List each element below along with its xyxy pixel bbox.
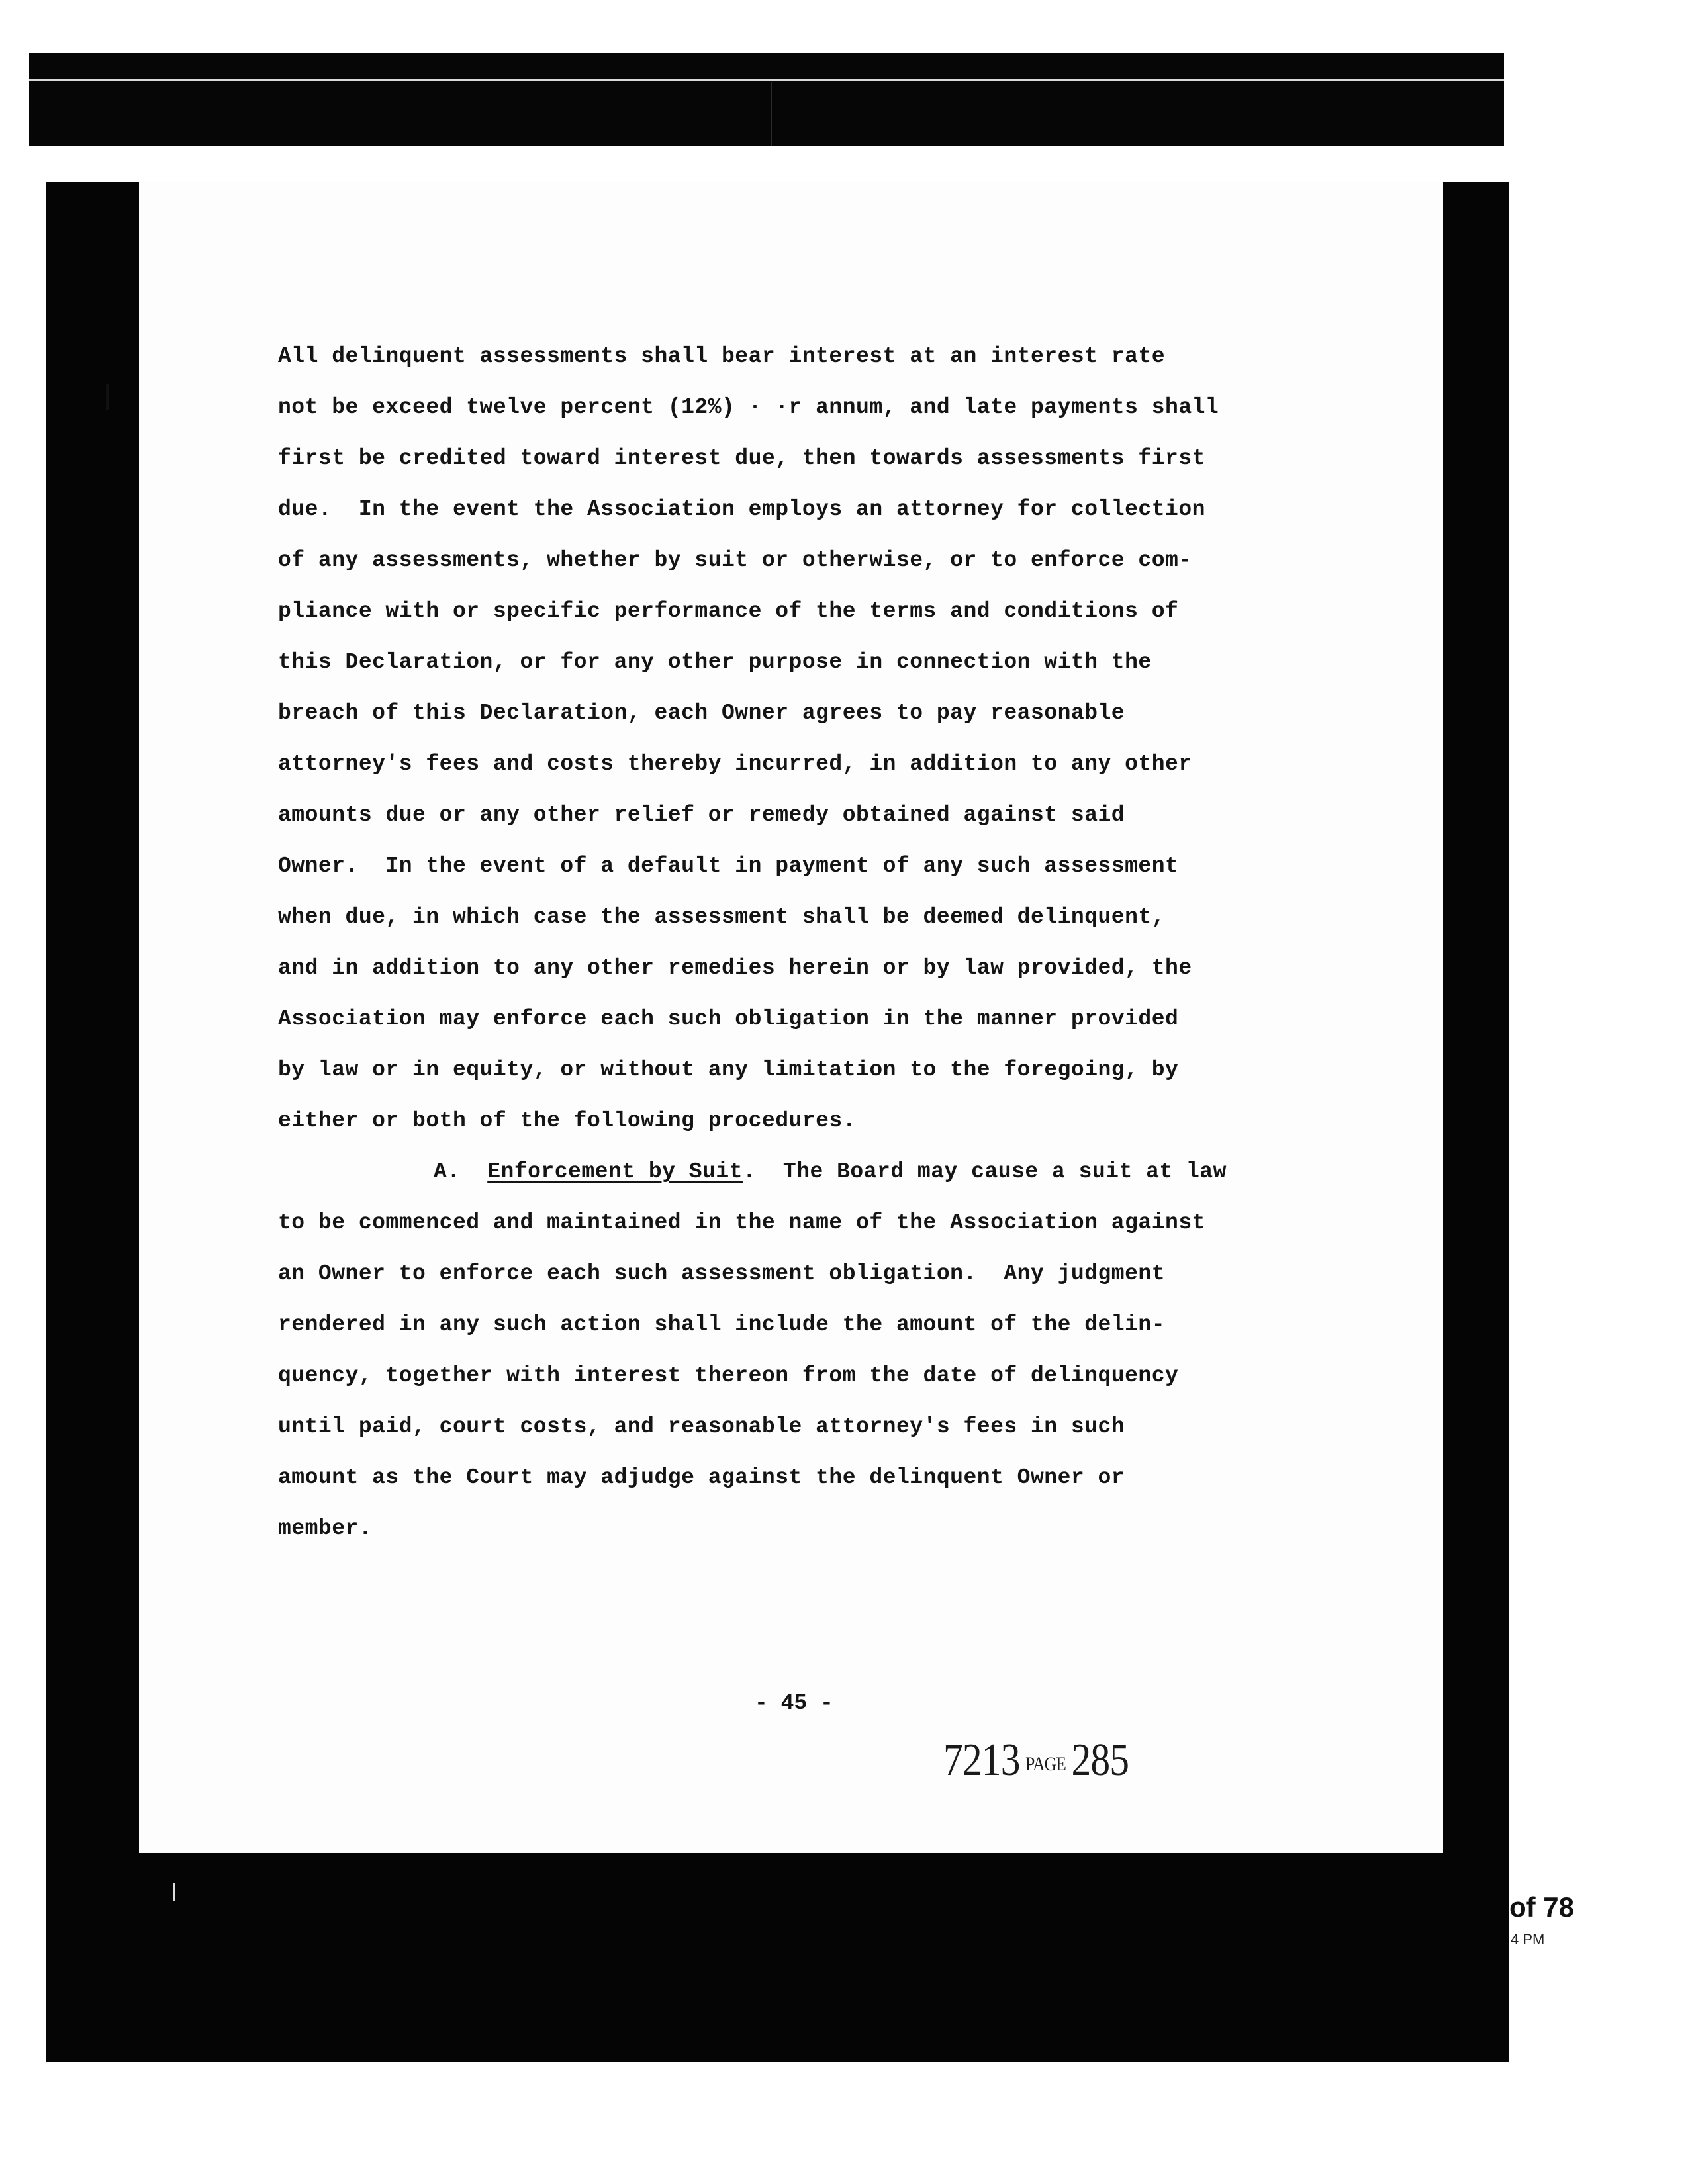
text-line: quency, together with interest thereon from the date of delinquency — [278, 1363, 1179, 1388]
top-divider — [771, 82, 772, 146]
section-first-line-rest: . The Board may cause a suit at law — [742, 1160, 1227, 1184]
text-line: amount as the Court may adjudge against the delinquent Owner or — [278, 1465, 1125, 1490]
text-line: either or both of the following procedures. — [278, 1109, 857, 1133]
text-line: and in addition to any other remedies herein or by law provided, the — [278, 956, 1192, 980]
text-line: of any assessments, whether by suit or otherwise, or to enforce com- — [278, 548, 1192, 572]
book-page-stamp — [943, 1734, 1129, 1787]
text-line: due. In the event the Association employs an attorney for collection — [278, 497, 1205, 522]
book-number: 7213 — [943, 1735, 1020, 1786]
text-line: Association may enforce each such obligation in the manner provided — [278, 1007, 1179, 1031]
text-line: attorney's fees and costs thereby incurred, in addition to any other — [278, 752, 1192, 776]
text-line: when due, in which case the assessment shall be deemed delinquent, — [278, 905, 1166, 929]
text-line: member. — [278, 1516, 373, 1541]
page-count-indicator: of 78 — [1509, 1891, 1575, 1923]
text-line: All delinquent assessments shall bear interest at an interest rate — [278, 344, 1166, 369]
text-line: pliance with or specific performance of the terms and conditions of — [278, 599, 1179, 623]
page-number: - 45 - — [755, 1691, 833, 1715]
text-line: amounts due or any other relief or remedy obtained against said — [278, 803, 1125, 827]
text-line: Owner. In the event of a default in payment of any such assessment — [278, 854, 1179, 878]
scan-speck — [173, 1883, 175, 1901]
recorded-page-number: 285 — [1071, 1735, 1129, 1786]
page-mark: PAGE — [1025, 1752, 1066, 1775]
text-line: to be commenced and maintained in the name of the Association against — [278, 1210, 1205, 1235]
top-rule — [29, 79, 1504, 81]
scan-speck — [106, 384, 109, 410]
text-line: an Owner to enforce each such assessment obligation. Any judgment — [278, 1261, 1166, 1286]
section-marker: A. — [434, 1160, 461, 1184]
timestamp-fragment: 4 PM — [1511, 1931, 1545, 1948]
scanner-top-bar — [29, 53, 1504, 146]
text-line: first be credited toward interest due, then towards assessments first — [278, 446, 1205, 471]
text-line: by law or in equity, or without any limitation to the foregoing, by — [278, 1058, 1179, 1082]
text-line: until paid, court costs, and reasonable attorney's fees in such — [278, 1414, 1125, 1439]
text-line: breach of this Declaration, each Owner agrees to pay reasonable — [278, 701, 1125, 725]
section-a-first-line — [278, 1146, 1364, 1197]
text-line: not be exceed twelve percent (12%) · ·r annum, and late payments shall — [278, 395, 1219, 420]
section-heading: Enforcement by Suit — [487, 1160, 743, 1184]
text-line: this Declaration, or for any other purpose in connection with the — [278, 650, 1152, 674]
document-body — [278, 331, 1364, 1554]
text-line: rendered in any such action shall include the amount of the delin- — [278, 1312, 1166, 1337]
